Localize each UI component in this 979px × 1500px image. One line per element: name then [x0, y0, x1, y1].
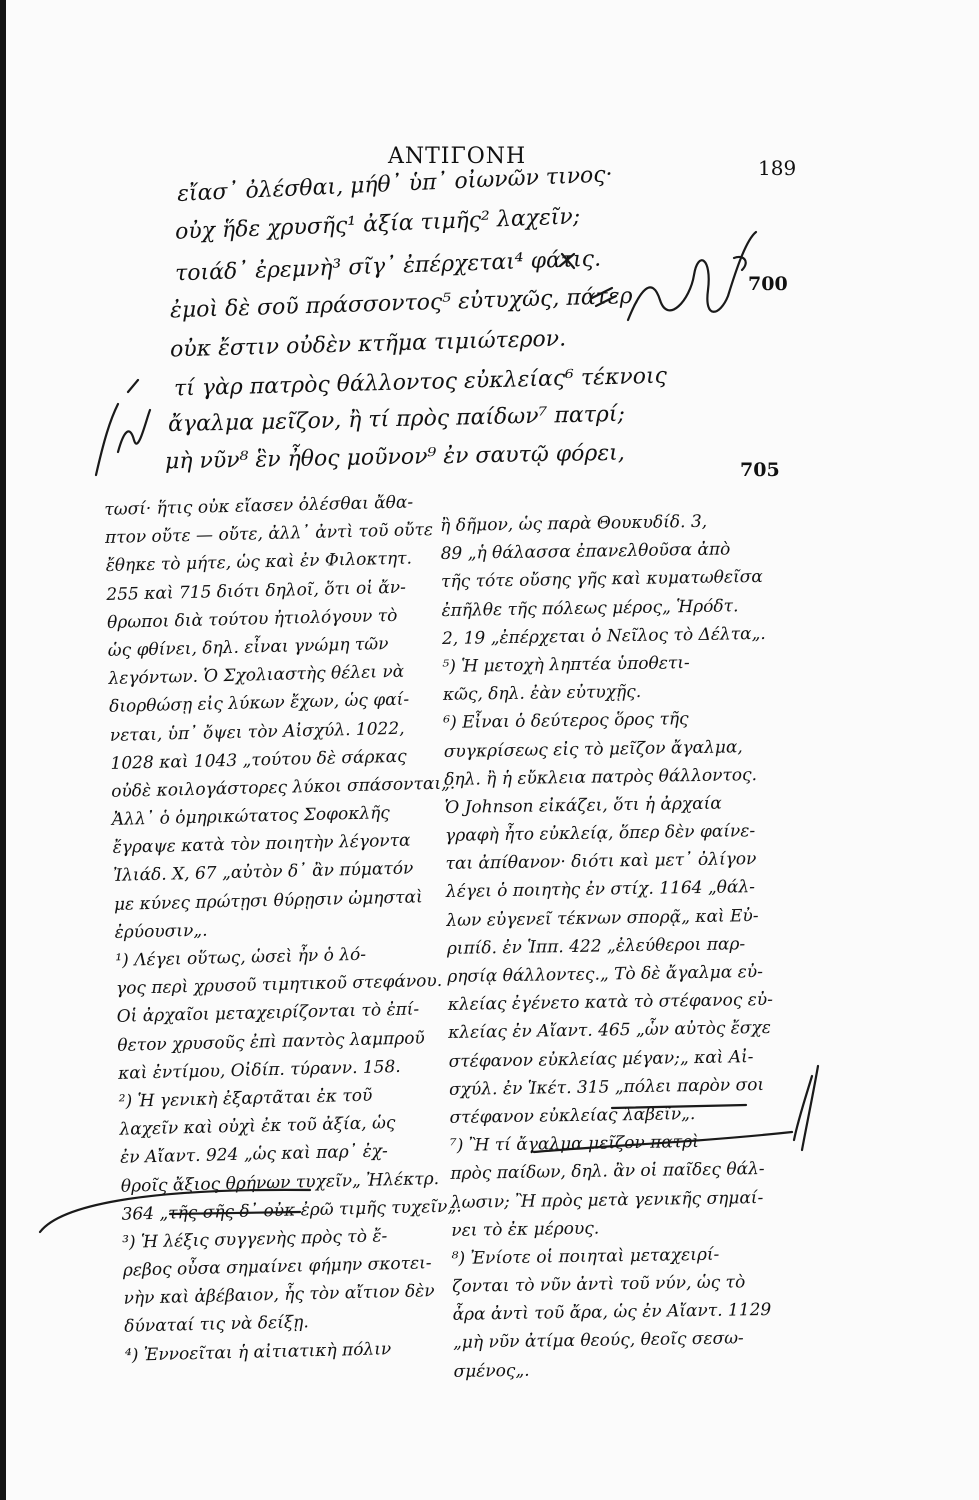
note-line: Ὁ Johnson εἰκάζει, ὅτι ἡ ἀρχαία	[444, 793, 722, 818]
note-line: γος περὶ χρυσοῦ τιμητικοῦ στεφάνου.	[115, 971, 443, 1000]
note-line: τῆς τότε οὔσης γῆς καὶ κυματωθεῖσα	[440, 567, 763, 593]
note-line: νει τὸ ἐκ μέρους.	[451, 1218, 600, 1241]
running-title: ΑΝΤΙΓΟΝΗ	[388, 144, 527, 169]
note-line: συγκρίσεως εἰς τὸ μεῖζον ἄγαλμα,	[443, 736, 743, 762]
note-line: θρωποι διὰ τούτου ἠτιολόγουν τὸ	[106, 605, 398, 633]
note-line: καὶ ἐντίμου, Οἰδίπ. τύρανν. 158.	[117, 1056, 401, 1084]
note-line: ¹) Λέγει οὕτως, ὡσεὶ ἦν ὁ λό-	[115, 944, 367, 971]
note-line: ρησίᾳ θάλλοντες.„ Τὸ δὲ ἄγαλμα εὐ-	[447, 961, 764, 987]
note-line: 364 „τῆς σῆς δ᾽ οὐκ ἐρῶ τιμῆς τυχεῖν„.	[121, 1196, 462, 1225]
note-line: ζονται τὸ νῦν ἀντὶ τοῦ νύν, ὡς τὸ	[452, 1272, 746, 1297]
line-number: 705	[740, 459, 780, 481]
note-line: ἢ δῆμον, ὡς παρὰ Θουκυδίδ. 3,	[440, 511, 708, 536]
line-number: 700	[748, 273, 788, 295]
note-line: Ἰλιάδ. Χ, 67 „αὐτὸν δ᾽ ἂν πύματόν	[113, 858, 414, 887]
note-line: ⁷) Ἢ τί ἄγαλμα μεῖζον πατρὶ	[449, 1132, 699, 1157]
note-line: ἐπῆλθε τῆς πόλεως μέρος„ Ἡρόδτ.	[441, 595, 739, 621]
note-line: ριπίδ. ἐν Ἱππ. 422 „ἐλεύθεροι παρ-	[446, 934, 746, 959]
verse-line: τοιάδ᾽ ἐρεμνὴ³ σῖγ᾽ ἐπέρχεται⁴ φάτις.	[174, 246, 602, 287]
note-line: διορθώσῃ εἰς λύκων ἔχων, ὡς φαί-	[108, 689, 410, 718]
note-line: 255 καὶ 715 διότι δηλοῖ, ὅτι οἱ ἄν-	[106, 577, 407, 605]
verse-line: ἄγαλμα μεῖζον, ἢ τί πρὸς παίδων⁷ πατρί;	[167, 401, 626, 438]
note-line: ἆρα ἀντὶ τοῦ ἄρα, ὡς ἐν Αἴαντ. 1129	[452, 1300, 772, 1326]
note-line: ρεβος οὖσα σημαίνει φήμην σκοτει-	[122, 1253, 432, 1281]
note-line: ²) Ἡ γενικὴ ἐξαρτᾶται ἐκ τοῦ	[118, 1085, 373, 1112]
note-line: ⁴) Ἐννοεῖται ἡ αἰτιατικὴ πόλιν	[124, 1338, 392, 1366]
verse-line: ἐμοὶ δὲ σοῦ πράσσοντος⁵ εὐτυχῶς, πάτερ,	[169, 283, 640, 324]
note-line: ⁶) Εἶναι ὁ δεύτερος ὅρος τῆς	[443, 709, 689, 734]
note-line: στέφανον εὐκλείας μέγαν;„ καὶ Αἰ-	[448, 1046, 754, 1072]
note-line: θροῖς ἄξιος θρήνων τυχεῖν„ Ἠλέκτρ.	[120, 1168, 440, 1197]
note-line: λέγει ὁ ποιητὴς ἐν στίχ. 1164 „θάλ-	[445, 877, 756, 903]
note-line: ἐν Αἴαντ. 924 „ὡς καὶ παρ᾽ ἐχ-	[119, 1141, 389, 1169]
note-line: λωσιν; Ἢ πρὸς μετὰ γενικῆς σημαί-	[450, 1187, 764, 1213]
note-line: 89 „ἡ θάλασσα ἐπανελθοῦσα ἀπὸ	[440, 539, 731, 565]
verse-line: εἴασ᾽ ὀλέσθαι, μήθ᾽ ὑπ᾽ οἰωνῶν τινος·	[176, 162, 614, 207]
note-line: στέφανον εὐκλείας λαβεῖν„.	[449, 1104, 696, 1128]
marginal-scribble	[628, 232, 756, 320]
note-line: ἔθηκε τὸ μήτε, ὡς καὶ ἐν Φιλοκτητ.	[105, 548, 413, 577]
note-line: τωσί· ἥτις οὐκ εἴασεν ὀλέσθαι ἄθα-	[104, 492, 414, 520]
note-line: νεται, ὑπ᾽ ὄψει τὸν Αἰσχύλ. 1022,	[109, 718, 405, 746]
note-line: Οἱ ἀρχαῖοι μεταχειρίζονται τὸ ἐπί-	[116, 999, 420, 1028]
note-line: ⁵) Ἡ μετοχὴ ληπτέα ὑποθετι-	[442, 653, 690, 677]
note-line: κλείας ἐν Αἴαντ. 465 „ὧν αὐτὸς ἔσχε	[448, 1018, 772, 1044]
page-edge-shadow	[0, 0, 6, 1500]
verse-line: οὐκ ἔστιν οὐδὲν κτῆμα τιμιώτερον.	[169, 326, 567, 363]
note-line: ³) Ἡ λέξις συγγενὴς πρὸς τὸ ἔ-	[122, 1226, 388, 1253]
marginal-scribble	[96, 380, 150, 475]
verse-line: τί γὰρ πατρὸς θάλλοντος εὐκλείας⁶ τέκνοις	[173, 363, 668, 402]
note-line: δύναταί τις νὰ δείξῃ.	[124, 1312, 310, 1338]
note-line: 1028 καὶ 1043 „τούτου δὲ σάρκας	[110, 746, 407, 774]
note-line: γραφὴ ἦτο εὐκλείᾳ, ὅπερ δὲν φαίνε-	[444, 821, 756, 847]
note-line: „μὴ νῦν ἀτίμα θεούς, θεοῖς σεσω-	[452, 1328, 744, 1354]
commentary-right-column	[440, 507, 804, 1386]
verse-line: οὐχ ἥδε χρυσῆς¹ ἀξία τιμῆς² λαχεῖν;	[174, 204, 581, 245]
note-line: λων εὐγενεῖ τέκνων σπορᾷ„ καὶ Εὐ-	[446, 905, 759, 931]
note-line: θετον χρυσοῦς ἐπὶ παντὸς λαμπροῦ	[117, 1027, 426, 1056]
page-number: 189	[758, 156, 797, 180]
note-line: λεγόντων. Ὁ Σχολιαστὴς θέλει νὰ	[108, 661, 405, 690]
note-line: κῶς, δηλ. ἐὰν εὐτυχῇς.	[442, 681, 642, 706]
note-line: με κύνες πρώτῃσι θύρῃσιν ὠμησταὶ	[113, 886, 423, 915]
note-line: ἐρύουσιν„.	[114, 920, 208, 943]
note-line: σμένος„.	[453, 1360, 530, 1382]
note-line: σχύλ. ἐν Ἱκέτ. 315 „πόλει παρὸν σοι	[448, 1074, 765, 1100]
note-line: πρὸς παίδων, δηλ. ἂν οἱ παῖδες θάλ-	[450, 1159, 765, 1185]
verse-line: μὴ νῦν⁸ ἓν ἦθος μοῦνον⁹ ἐν σαυτῷ φόρει,	[164, 440, 626, 475]
note-line: 2, 19 „ἐπέρχεται ὁ Νεῖλος τὸ Δέλτα„.	[441, 623, 766, 649]
note-line: ται ἀπίθανον· διότι καὶ μετ᾽ ὀλίγον	[445, 849, 757, 875]
note-line: ὡς φθίνει, δηλ. εἶναι γνώμη τῶν	[107, 634, 389, 661]
commentary-left-column	[104, 488, 462, 1369]
note-line: λαχεῖν καὶ οὐχὶ ἐκ τοῦ ἀξία, ὡς	[119, 1113, 396, 1140]
note-line: νὴν καὶ ἀβέβαιον, ἧς τὸν αἴτιον δὲν	[123, 1281, 435, 1310]
note-line: κλείας ἐγένετο κατὰ τὸ στέφανος εὐ-	[447, 990, 774, 1016]
note-line: Ἀλλ᾽ ὁ ὁμηρικώτατος Σοφοκλῆς	[111, 803, 391, 830]
note-line: οὐδὲ κοιλογάστορες λύκοι σπάσονται„.	[110, 773, 456, 802]
note-line: δηλ. ἢ ἡ εὔκλεια πατρὸς θάλλοντος.	[444, 764, 758, 790]
note-line: ⁸) Ἐνίοτε οἱ ποιηταὶ μεταχειρί-	[451, 1244, 720, 1269]
note-line: ἔγραψε κατὰ τὸν ποιητὴν λέγοντα	[112, 830, 411, 859]
note-line: πτον οὔτε — οὔτε, ἀλλ᾽ ἀντὶ τοῦ οὔτε	[104, 520, 434, 549]
